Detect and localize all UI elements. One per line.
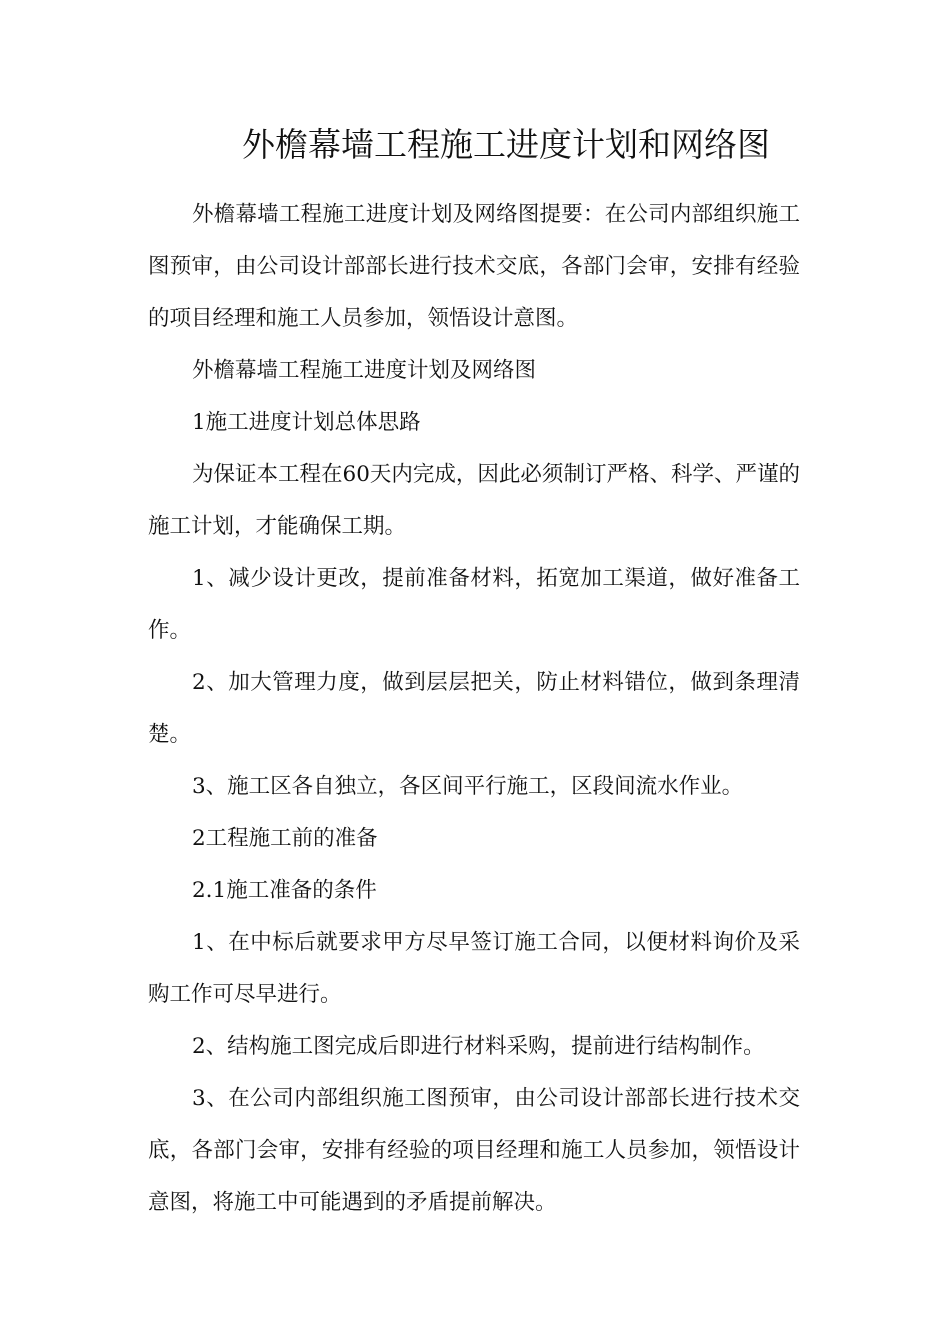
section-heading-1: 1施工进度计划总体思路 xyxy=(192,410,421,435)
list-item: 3、施工区各自独立，各区间平行施工，区段间流水作业。 xyxy=(192,774,744,799)
list-item: 2、加大管理力度，做到层层把关，防止材料错位，做到条理清楚。 xyxy=(148,670,800,747)
paragraph-summary: 外檐幕墙工程施工进度计划及网络图提要：在公司内部组织施工图预审，由公司设计部部长进行技术交底，各部门会审，安排有经验的项目经理和施工人员参加，领悟设计意图。 xyxy=(148,202,800,331)
section-heading-2: 2工程施工前的准备 xyxy=(192,826,378,851)
paragraph-subtitle: 外檐幕墙工程施工进度计划及网络图 xyxy=(192,358,537,383)
document-title: 外檐幕墙工程施工进度计划和网络图 xyxy=(242,125,770,164)
list-item: 1、在中标后就要求甲方尽早签订施工合同，以便材料询价及采购工作可尽早进行。 xyxy=(148,930,800,1007)
list-item: 2、结构施工图完成后即进行材料采购，提前进行结构制作。 xyxy=(192,1034,765,1059)
subsection-heading-2-1: 2.1施工准备的条件 xyxy=(192,878,377,903)
list-item: 1、减少设计更改，提前准备材料，拓宽加工渠道，做好准备工作。 xyxy=(148,566,800,643)
paragraph: 为保证本工程在60天内完成，因此必须制订严格、科学、严谨的施工计划，才能确保工期。 xyxy=(148,462,800,539)
list-item: 3、在公司内部组织施工图预审，由公司设计部部长进行技术交底，各部门会审，安排有经验的项目经理和施工人员参加，领悟设计意图，将施工中可能遇到的矛盾提前解决。 xyxy=(148,1086,800,1215)
document-body xyxy=(148,189,800,1229)
